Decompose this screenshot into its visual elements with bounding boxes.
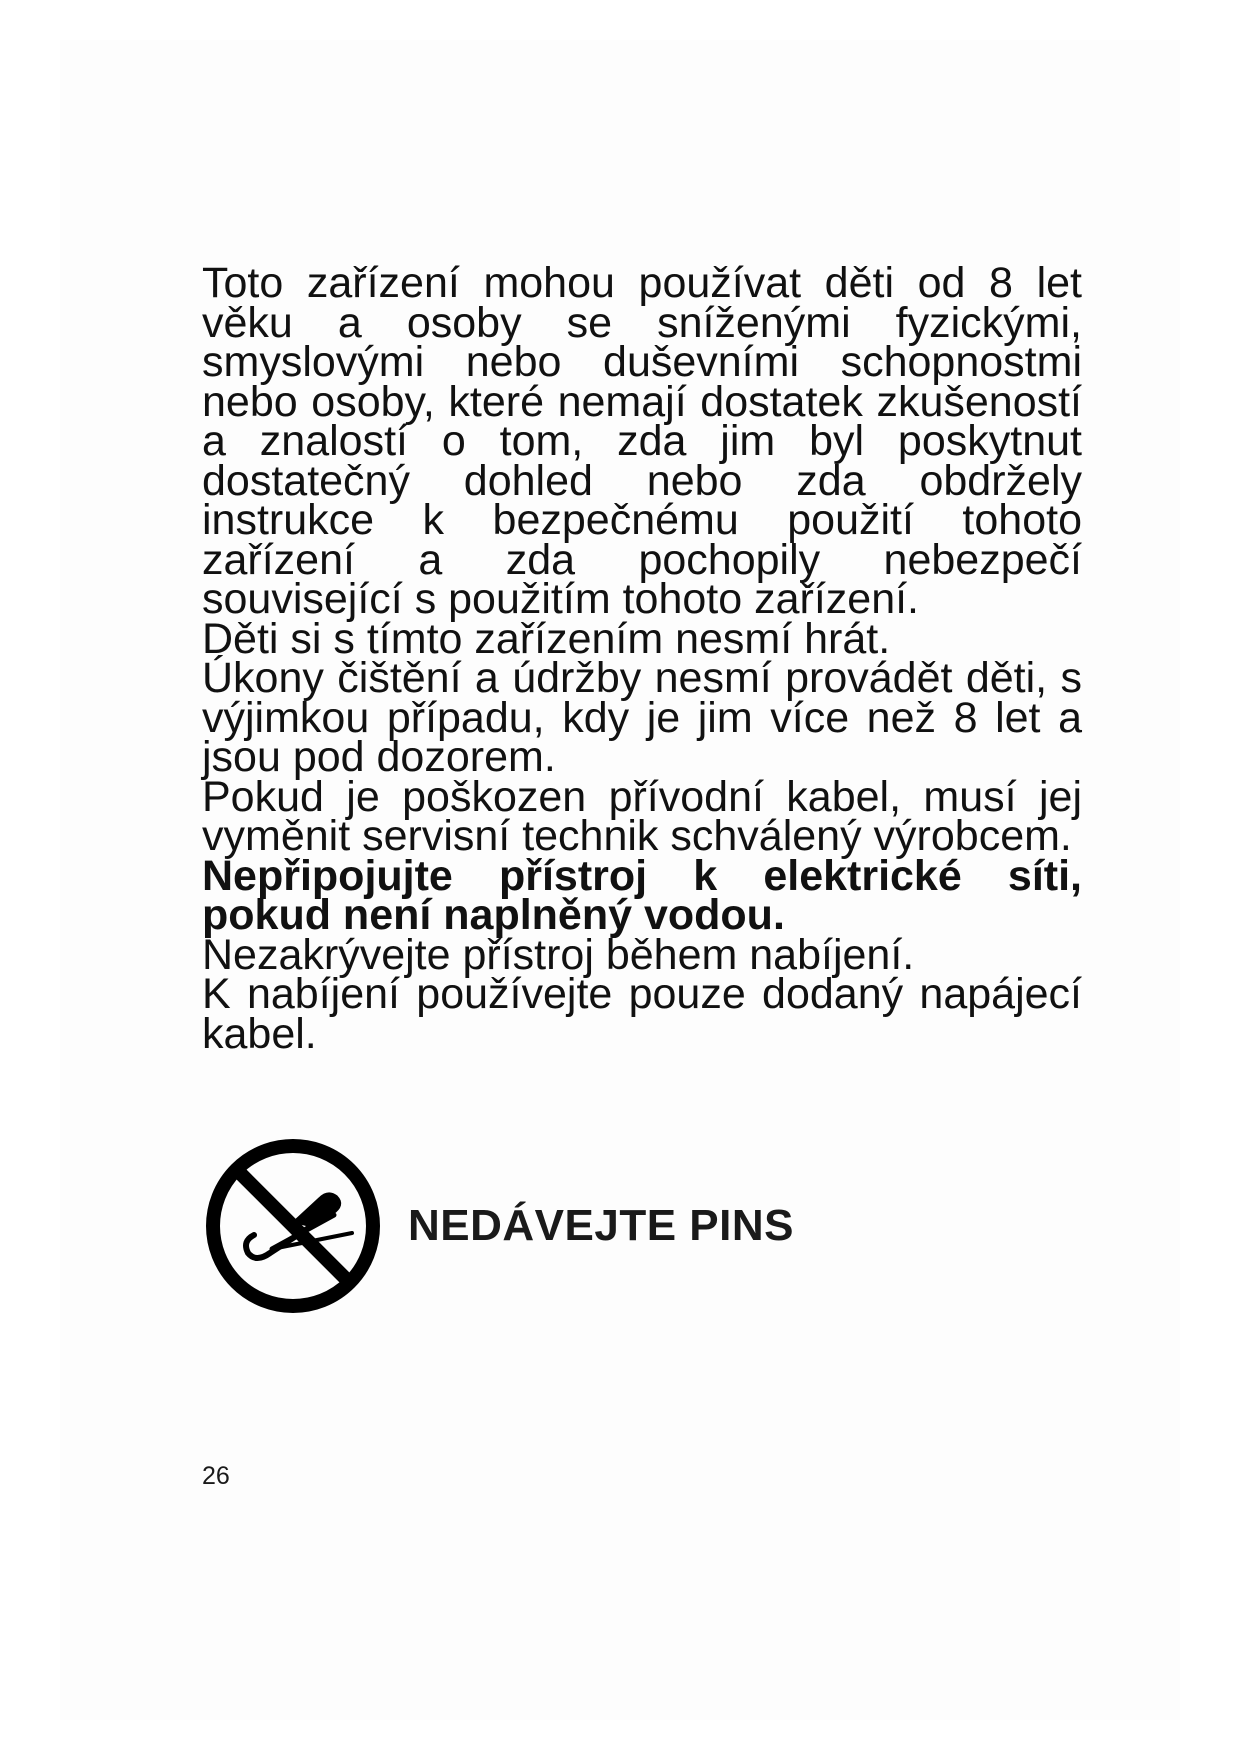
warning-row xyxy=(202,1136,794,1316)
warning-title: NEDÁVEJTE PINS xyxy=(408,1201,794,1250)
paragraph-children-play: Děti si s tímto zařízením nesmí hrát. xyxy=(202,614,891,663)
paragraph-usage-restrictions: Toto zařízení mohou používat děti od 8 let věku a osoby se sníženými fyzickými, smyslovými nebo duševními schopnostmi nebo osoby, které nemají dostatek zkušeností a znalostí o tom, zda jim byl poskytnut dostatečný dohled nebo zda obdržely instrukce k bezpečnému použití tohoto zařízení a zda pochopily nebezpečí související s použitím tohoto zařízení. xyxy=(202,259,1082,623)
paragraph-power-cable: Pokud je poškozen přívodní kabel, musí jej vyměnit servisní technik schválený výrobcem. xyxy=(202,772,1082,860)
no-pins-icon xyxy=(202,1135,384,1317)
safety-text xyxy=(202,259,1082,1058)
paragraph-charging-cable: K nabíjení používejte pouze dodaný napájecí kabel. xyxy=(202,970,1082,1058)
paragraph-do-not-cover: Nezakrývejte přístroj během nabíjení. xyxy=(202,930,915,979)
paragraph-water-warning: Nepřipojujte přístroj k elektrické síti, pokud není naplněný vodou. xyxy=(202,851,1082,939)
page-number: 26 xyxy=(202,1462,230,1490)
paragraph-cleaning: Úkony čištění a údržby nesmí provádět děti, s výjimkou případu, kdy je jim více než 8 let a jsou pod dozorem. xyxy=(202,654,1082,781)
